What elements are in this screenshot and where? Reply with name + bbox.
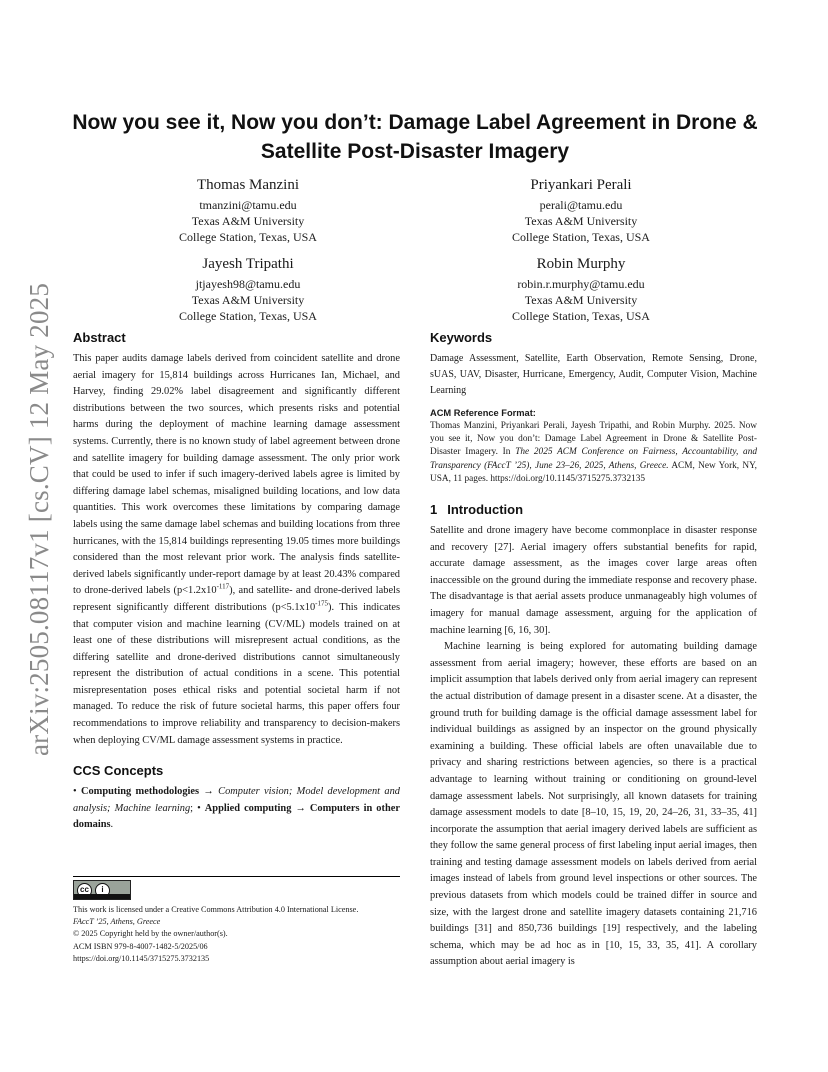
acm-reference-heading: ACM Reference Format: — [430, 408, 536, 418]
doi-link[interactable]: https://doi.org/10.1145/3715275.3732135 — [73, 953, 210, 963]
license-block — [73, 904, 403, 965]
abstract-heading: Abstract — [73, 330, 126, 345]
keywords-heading: Keywords — [430, 330, 493, 345]
license-statement[interactable]: This work is licensed under a Creative Commons Attribution 4.0 International License. — [73, 905, 359, 914]
left-column — [73, 330, 400, 834]
footer-divider — [73, 876, 400, 877]
author-block — [461, 255, 701, 324]
author-name: Jayesh Tripathi — [202, 256, 294, 272]
author-name: Robin Murphy — [536, 256, 626, 272]
acm-reference-text: Thomas Manzini, Priyankari Perali, Jayesh Tripathi, and Robin Murphy. 2025. Now you see it, Now you don’t: Damage Label Agreement in Drone & Satellite Post-Disaster Imagery. In The 2025 ACM Conference on Fairness, Accountability, and Transparency (FAccT ’25), June 23–26, 2025, Athens, Greece. ACM, New York, NY, USA, 11 pages. https://doi.org/10.1145/3715275.3732135 — [430, 421, 757, 484]
author-email[interactable]: jtjayesh98@tamu.edu — [195, 277, 301, 291]
introduction-paragraph: Satellite and drone imagery have become commonplace in disaster response and recovery [27]. Aerial imagery offers substantial benefits for rapid, accurate damage assessment, as the images cover large areas often inaccessible on the ground during the immediate response and recovery phase. The disadvantage is that aerial assets produce unmanageably high volumes of imagery for manual damage assessment, arguing for the application of machine learning [6, 16, 30]. — [430, 525, 757, 636]
ccs-concepts: • Computing methodologies → Computer vision; Model development and analysis; Machine learning; • Applied computing → Computers in other domains. — [73, 786, 400, 831]
arxiv-identifier: arXiv:2505.08117v1 [cs.CV] 12 May 2025 — [24, 282, 54, 756]
author-email[interactable]: tmanzini@tamu.edu — [199, 198, 297, 212]
author-block — [128, 255, 368, 324]
cc-by-strip — [74, 894, 130, 899]
introduction-heading: 1 Introduction — [430, 502, 524, 518]
author-block — [461, 176, 701, 245]
author-affiliation: Texas A&M University — [191, 214, 305, 228]
author-email[interactable]: perali@tamu.edu — [539, 198, 623, 212]
author-location: College Station, Texas, USA — [179, 309, 317, 323]
author-location: College Station, Texas, USA — [512, 309, 650, 323]
right-column — [430, 330, 757, 971]
author-name: Priyankari Perali — [530, 177, 632, 193]
author-location: College Station, Texas, USA — [179, 230, 317, 244]
paper-title: Now you see it, Now you don’t: Damage Label Agreement in Drone & Satellite Post-Disaster Imagery — [72, 111, 758, 163]
author-block — [128, 176, 368, 245]
author-name: Thomas Manzini — [196, 177, 300, 193]
attribution-icon: i — [95, 883, 110, 898]
author-affiliation: Texas A&M University — [524, 214, 638, 228]
conference-line: FAccT ’25, Athens, Greece — [73, 917, 161, 927]
isbn-line: ACM ISBN 979-8-4007-1482-5/2025/06 — [73, 941, 208, 951]
author-location: College Station, Texas, USA — [512, 230, 650, 244]
keywords-text: Damage Assessment, Satellite, Earth Observation, Remote Sensing, Drone, sUAS, UAV, Disaster, Hurricane, Emergency, Audit, Computer Vision, Machine Learning — [430, 353, 757, 396]
introduction-paragraph: Machine learning is being explored for automating building damage assessment from aerial imagery; however, these efforts are based on an implicit assumption that labels derived only from aerial imagery can represent the actual distribution of damage present in a disaster scene. At a disaster, the ground truth for building damage is the official damage assessment label for individual buildings as assigned by an inspector on the ground physically examining a building. These official labels are often unavailable due to privacy and sharing restrictions between agencies, so there is a practical advantage to learning without training or conditioning on ground-level damage assessment labels. Not surprisingly, all known datasets for training damage assessment models to date [8–10, 15, 19, 20, 24–26, 31, 33–35, 41] incorporate the assumption that aerial imagery derived labels are sufficient as they follow the same general process of first labeling input aerial images, then training and testing damage assessment models on labels derived from aerial images instead of labels from ground level inspections or other sources. The previous datasets from which models could be trained differ in source and size, with the largest drone and satellite imagery datasets containing 21,716 buildings [31] and 850,736 buildings [19] respectively, and the labeling schema, which may be ad hoc as in [10, 15, 33, 35, 41]. A corollary assumption about aerial imagery is — [430, 641, 757, 968]
ccs-heading: CCS Concepts — [73, 763, 164, 779]
author-affiliation: Texas A&M University — [524, 293, 638, 307]
author-email[interactable]: robin.r.murphy@tamu.edu — [517, 277, 645, 291]
cc-logo-icon: cc — [77, 883, 92, 898]
author-affiliation: Texas A&M University — [191, 293, 305, 307]
cc-by-license-icon[interactable] — [73, 880, 131, 900]
copyright-line: © 2025 Copyright held by the owner/author(s). — [73, 929, 228, 939]
abstract-text: This paper audits damage labels derived from coincident satellite and drone aerial imagery for 15,814 buildings across Hurricanes Ian, Michael, and Harvey, finding 29.02% label disagreement and significantly different distributions between the two sources, which presents risks and potential harms during the deployment of machine learning damage assessment systems. Currently, there is no known study of label agreement between drone and satellite imagery for building damage assessment. The only prior work that could be used to infer if such imagery-derived labels agree is limited by differing damage label schemas, misaligned building locations, and low data quantities. This work overcomes these limitations by comparing damage labels using the same damage label schemas and building locations from three hurricanes, with the 15,814 buildings representing 19.05 times more buildings considered than the most relevant prior work. The analysis finds satellite-derived labels significantly under-report damage by at least 20.43% compared to drone-derived labels $(p<1.2x10^{-117})$, and satellite- and drone-derived labels represent significantly different distributions $(p<5.1x10^{-175})$. This indicates that computer vision and machine learning (CV/ML) models trained on at least one of these distributions will misrepresent actual conditions, as the differing satellite and drone-derived distributions cannot simultaneously represent the distribution of actual conditions in a scene. This potential misrepresentation poses ethical risks and potential societal harm if not managed. To reduce the risk of future societal harms, this paper offers four recommendations to improve reliability and transparency to decision-makers when deploying CV/ML damage assessment systems in practice. — [73, 353, 400, 746]
